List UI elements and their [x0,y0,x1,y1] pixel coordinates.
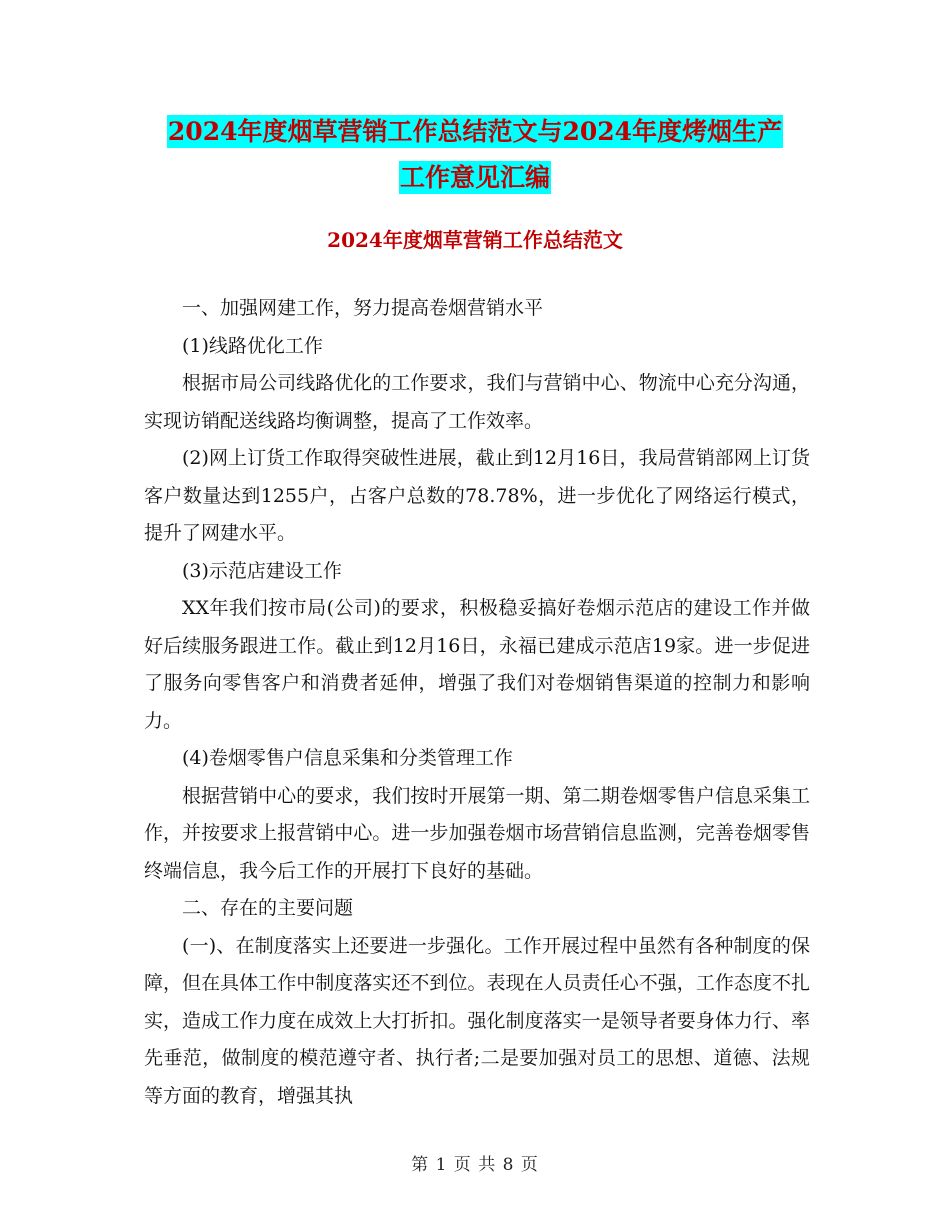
document-title-line2 [0,158,950,194]
paragraph: 一、加强网建工作，努力提高卷烟营销水平 [182,297,544,319]
paragraph: 二、存在的主要问题 [182,897,354,919]
paragraph: (4)卷烟零售户信息采集和分类管理工作 [182,747,513,769]
document-body [144,290,810,1115]
page-footer: 第 1 页 共 8 页 [411,1155,539,1175]
paragraph: (3)示范店建设工作 [182,559,342,582]
paragraph: (1)线路优化工作 [182,334,323,357]
paragraph: 根据营销中心的要求，我们按时开展第一期、第二期卷烟零售户信息采集工作，并按要求上报营销中心。进一步加强卷烟市场营销信息监测，完善卷烟零售终端信息，我今后工作的开展打下良好的基础。 [144,784,810,882]
paragraph: (2)网上订货工作取得突破性进展，截止到12月16日，我局营销部网上订货客户数量达到1255户，占客户总数的78.78%，进一步优化了网络运行模式，提升了网建水平。 [144,447,810,544]
paragraph: XX年我们按市局(公司)的要求，积极稳妥搞好卷烟示范店的建设工作并做好后续服务跟进工作。截止到12月16日，永福已建成示范店19家。进一步促进了服务向零售客户和消费者延伸，增强了我们对卷烟销售渠道的控制力和影响力。 [144,597,810,732]
paragraph: (一)、在制度落实上还要进一步强化。工作开展过程中虽然有各种制度的保障，但在具体工作中制度落实还不到位。表现在人员责任心不强，工作态度不扎实，造成工作力度在成效上大打折扣。强化制度落实一是领导者要身体力行、率先垂范，做制度的模范遵守者、执行者;二是要加强对员工的思想、道德、法规等方面的教育，增强其执 [144,934,810,1107]
title-highlight: 工作意见汇编 [399,163,550,192]
title-highlight: 2024年度烟草营销工作总结范文与2024年度烤烟生产 [167,117,783,146]
paragraph: 根据市局公司线路优化的工作要求，我们与营销中心、物流中心充分沟通，实现访销配送线路均衡调整，提高了工作效率。 [144,372,810,432]
section-title: 2024年度烟草营销工作总结范文 [327,228,623,252]
document-title-line1 [0,112,950,148]
